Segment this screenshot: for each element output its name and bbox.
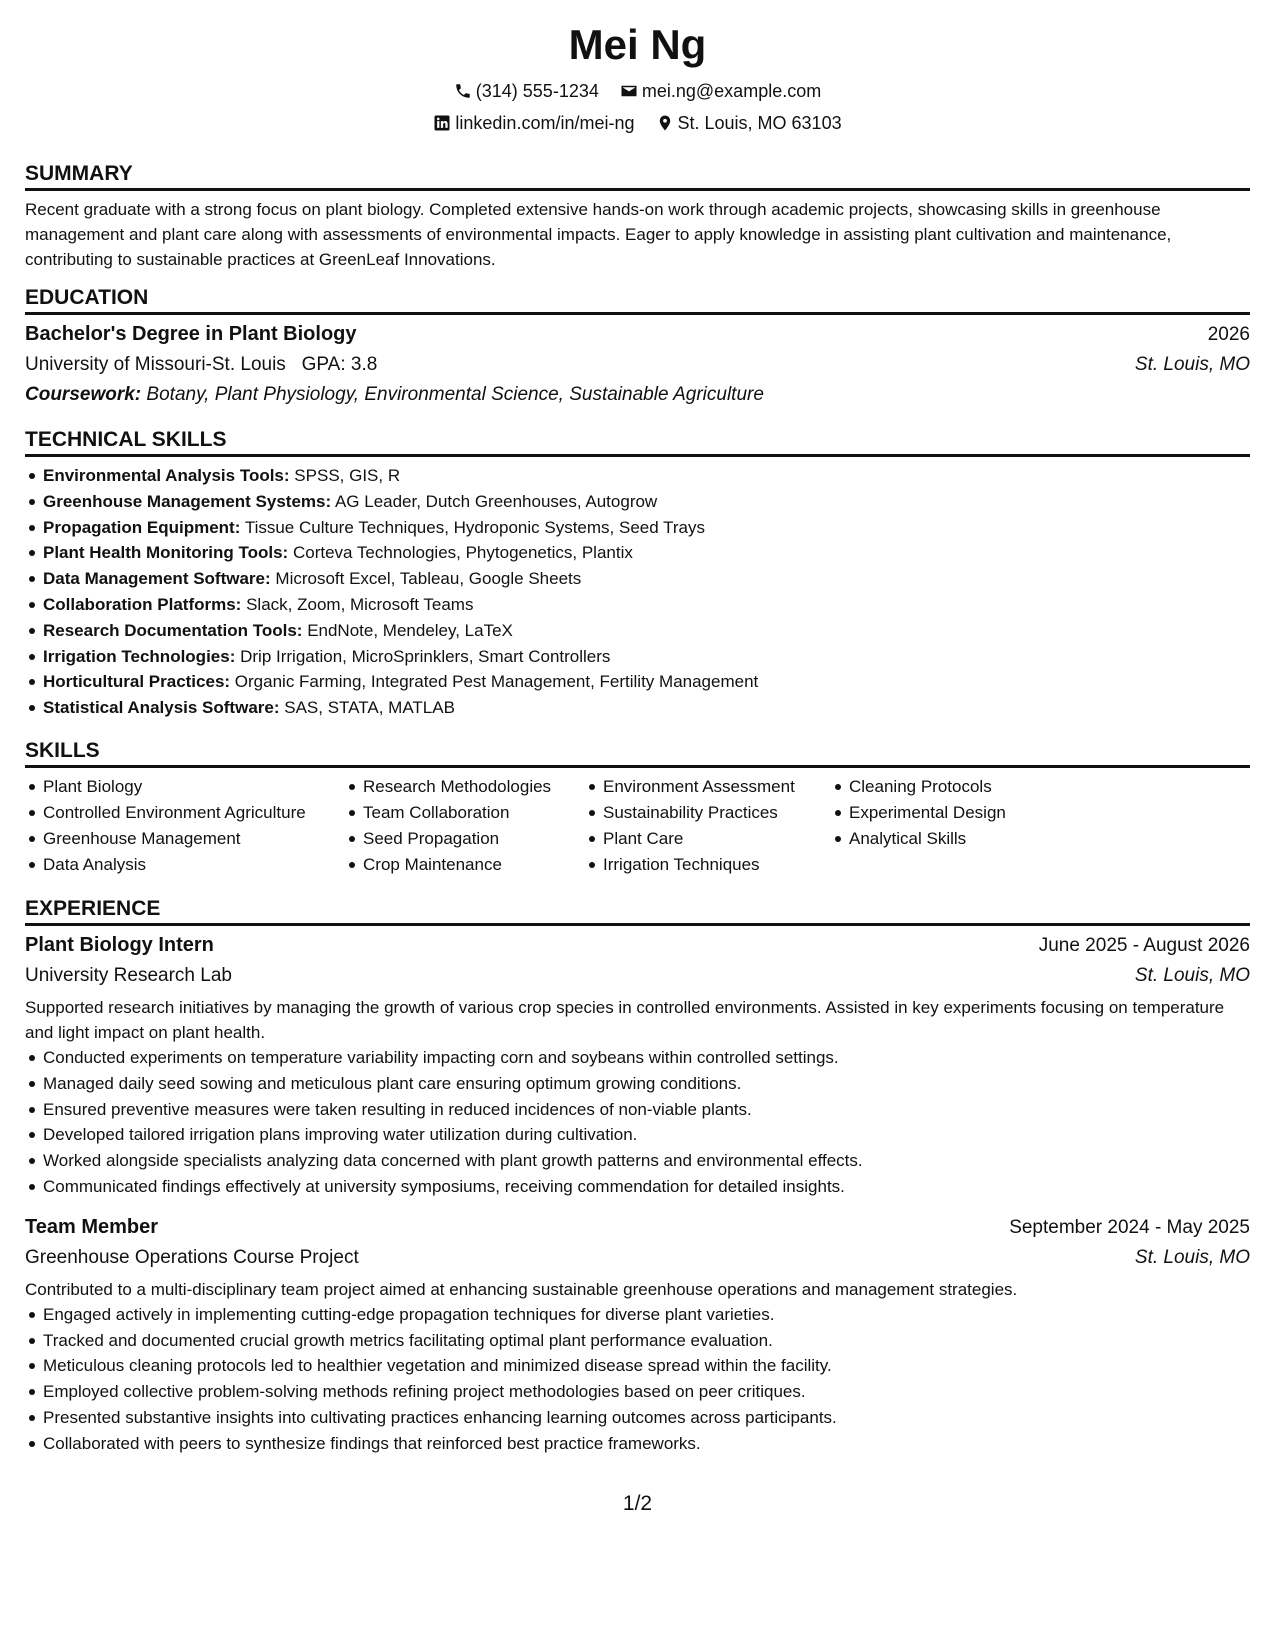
skill-item: Team Collaboration: [363, 800, 585, 826]
graduation-year: 2026: [1207, 324, 1250, 345]
skills-column-list: [25, 774, 345, 878]
school-name: University of Missouri-St. Louis: [25, 354, 286, 375]
job-bullets: [25, 1302, 1250, 1457]
technical-skill-item: [43, 463, 1250, 489]
contact-row-1: [25, 79, 1250, 106]
skills-column: [831, 774, 1131, 878]
technical-skills-list: [25, 463, 1250, 721]
technical-skills-section: [25, 426, 1250, 721]
school-location: St. Louis, MO: [1134, 354, 1250, 375]
skill-item: Experimental Design: [849, 800, 1131, 826]
page-number: 1/2: [622, 1492, 653, 1515]
job-organization: University Research Lab: [25, 965, 232, 986]
technical-skill-item: [43, 515, 1250, 541]
skill-item: Cleaning Protocols: [849, 774, 1131, 800]
school-line: [25, 350, 377, 380]
technical-skill-label: Collaboration Platforms:: [43, 594, 242, 614]
job-bullets: [25, 1045, 1250, 1200]
technical-skill-item: [43, 618, 1250, 644]
job-bullet: Worked alongside specialists analyzing data concerned with plant growth patterns and environmental effects.: [43, 1148, 1250, 1174]
technical-skill-label: Irrigation Technologies:: [43, 646, 236, 666]
job-dates: June 2025 - August 2026: [1038, 935, 1250, 956]
candidate-name: Mei Ng: [568, 21, 707, 68]
contact-row-2: [25, 111, 1250, 138]
job-org-row: [25, 1243, 1250, 1273]
technical-skill-item: [43, 566, 1250, 592]
experience-section: [25, 895, 1250, 1457]
skills-column-list: [585, 774, 831, 878]
email-text[interactable]: mei.ng@example.com: [641, 81, 822, 101]
phone-text: (314) 555-1234: [475, 81, 599, 101]
technical-skill-value: Slack, Zoom, Microsoft Teams: [246, 594, 474, 614]
skills-column-list: [831, 774, 1131, 852]
location-contact: [656, 111, 842, 135]
education-school-row: [25, 350, 1250, 380]
skill-item: Irrigation Techniques: [603, 852, 831, 878]
technical-skill-label: Research Documentation Tools:: [43, 620, 303, 640]
technical-skill-item: [43, 489, 1250, 515]
skills-column: [25, 774, 345, 878]
technical-skill-label: Greenhouse Management Systems:: [43, 491, 332, 511]
phone-contact: [454, 79, 599, 103]
skill-item: Sustainability Practices: [603, 800, 831, 826]
job-org-row: [25, 961, 1250, 991]
job-bullet: Communicated findings effectively at university symposiums, receiving commendation for detailed insights.: [43, 1174, 1250, 1200]
skills-column: [345, 774, 585, 878]
technical-skill-value: Organic Farming, Integrated Pest Management, Fertility Management: [234, 672, 759, 692]
education-heading: EDUCATION: [25, 284, 1250, 315]
summary-section: [25, 160, 1250, 272]
technical-skill-value: Microsoft Excel, Tableau, Google Sheets: [275, 569, 582, 589]
skill-item: Seed Propagation: [363, 826, 585, 852]
skill-item: Greenhouse Management: [43, 826, 345, 852]
skills-section: [25, 737, 1250, 878]
job-title-row: [25, 930, 1250, 961]
technical-skill-item: [43, 644, 1250, 670]
technical-skill-item: [43, 669, 1250, 695]
technical-skill-item: [43, 695, 1250, 721]
job-bullet: Conducted experiments on temperature variability impacting corn and soybeans within controlled settings.: [43, 1045, 1250, 1071]
linkedin-text[interactable]: linkedin.com/in/mei-ng: [455, 113, 635, 133]
job-location: St. Louis, MO: [1134, 965, 1250, 986]
linkedin-contact[interactable]: [433, 111, 634, 135]
technical-skill-label: Horticultural Practices:: [43, 672, 231, 692]
job-bullet: Tracked and documented crucial growth metrics facilitating optimal plant performance evaluation.: [43, 1328, 1250, 1354]
technical-skill-label: Statistical Analysis Software:: [43, 698, 280, 718]
skill-item: Controlled Environment Agriculture: [43, 800, 345, 826]
job-bullet: Developed tailored irrigation plans improving water utilization during cultivation.: [43, 1122, 1250, 1148]
education-title-row: [25, 319, 1250, 350]
technical-skill-value: SPSS, GIS, R: [294, 466, 401, 485]
job-bullet: Meticulous cleaning protocols led to healthier vegetation and minimized disease spread within the facility.: [43, 1353, 1250, 1379]
coursework-label: Coursework:: [25, 384, 142, 405]
job-bullet: Managed daily seed sowing and meticulous plant care ensuring optimum growing conditions.: [43, 1071, 1250, 1097]
map-pin-icon: [656, 114, 674, 132]
job-role: Team Member: [25, 1215, 159, 1238]
technical-skills-heading: TECHNICAL SKILLS: [25, 426, 1250, 457]
technical-skill-label: Environmental Analysis Tools:: [43, 466, 290, 485]
coursework-list: Botany, Plant Physiology, Environmental Science, Sustainable Agriculture: [146, 384, 764, 405]
job-dates: September 2024 - May 2025: [1009, 1216, 1250, 1238]
summary-text: Recent graduate with a strong focus on plant biology. Completed extensive hands-on work through academic projects, showcasing skills in greenhouse management and plant care along with assessments of environmental impacts. Eager to apply knowledge in assisting plant cultivation and maintenance, contributing to sustainable practices at GreenLeaf Innovations.: [25, 200, 1172, 269]
skill-item: Research Methodologies: [363, 774, 585, 800]
skill-item: Plant Care: [603, 826, 831, 852]
summary-heading: SUMMARY: [25, 160, 1250, 191]
job-title-row: [25, 1212, 1250, 1243]
envelope-icon: [620, 82, 638, 100]
job-bullet: Presented substantive insights into cultivating practices enhancing learning outcomes across participants.: [43, 1405, 1250, 1431]
phone-icon: [454, 82, 472, 100]
technical-skill-label: Data Management Software:: [43, 569, 271, 589]
technical-skill-value: Drip Irrigation, MicroSprinklers, Smart Controllers: [240, 646, 611, 666]
education-section: [25, 284, 1250, 410]
technical-skill-value: Corteva Technologies, Phytogenetics, Plantix: [292, 543, 633, 563]
experience-entry: [25, 1212, 1250, 1457]
job-location: St. Louis, MO: [1134, 1246, 1250, 1268]
technical-skill-label: Plant Health Monitoring Tools:: [43, 543, 289, 563]
skills-column-list: [345, 774, 585, 878]
experience-entry: [25, 930, 1250, 1200]
job-bullet: Collaborated with peers to synthesize findings that reinforced best practice frameworks.: [43, 1431, 1250, 1457]
job-organization: Greenhouse Operations Course Project: [25, 1246, 359, 1268]
skill-item: Environment Assessment: [603, 774, 831, 800]
skills-grid: [25, 774, 1250, 878]
skills-column: [585, 774, 831, 878]
job-summary: Supported research initiatives by managing the growth of various crop species in controlled environments. Assisted in key experiments focusing on temperature and light impact on plant health.: [25, 998, 1225, 1042]
technical-skill-value: Tissue Culture Techniques, Hydroponic Systems, Seed Trays: [244, 517, 705, 537]
job-bullet: Ensured preventive measures were taken resulting in reduced incidences of non-viable plants.: [43, 1097, 1250, 1123]
skills-heading: SKILLS: [25, 737, 1250, 768]
coursework-line: [25, 380, 1250, 410]
linkedin-icon: [433, 114, 451, 132]
degree-title: Bachelor's Degree in Plant Biology: [25, 323, 357, 345]
skill-item: Crop Maintenance: [363, 852, 585, 878]
location-text: St. Louis, MO 63103: [677, 113, 842, 133]
job-summary: Contributed to a multi-disciplinary team project aimed at enhancing sustainable greenhouse operations and management strategies.: [25, 1279, 1018, 1299]
email-contact[interactable]: [620, 79, 821, 103]
skill-item: Plant Biology: [43, 774, 345, 800]
skill-item: Analytical Skills: [849, 826, 1131, 852]
gpa: GPA: 3.8: [301, 354, 378, 375]
experience-entries: [25, 930, 1250, 1457]
technical-skill-label: Propagation Equipment:: [43, 517, 241, 537]
technical-skill-value: SAS, STATA, MATLAB: [284, 698, 455, 718]
technical-skill-value: EndNote, Mendeley, LaTeX: [307, 620, 513, 640]
job-bullet: Engaged actively in implementing cutting-edge propagation techniques for diverse plant varieties.: [43, 1302, 1250, 1328]
skill-item: Data Analysis: [43, 852, 345, 878]
job-role: Plant Biology Intern: [25, 934, 214, 956]
technical-skill-item: [43, 592, 1250, 618]
technical-skill-value: AG Leader, Dutch Greenhouses, Autogrow: [334, 491, 658, 511]
technical-skill-item: [43, 540, 1250, 566]
experience-heading: EXPERIENCE: [25, 895, 1250, 926]
job-bullet: Employed collective problem-solving methods refining project methodologies based on peer critiques.: [43, 1379, 1250, 1405]
